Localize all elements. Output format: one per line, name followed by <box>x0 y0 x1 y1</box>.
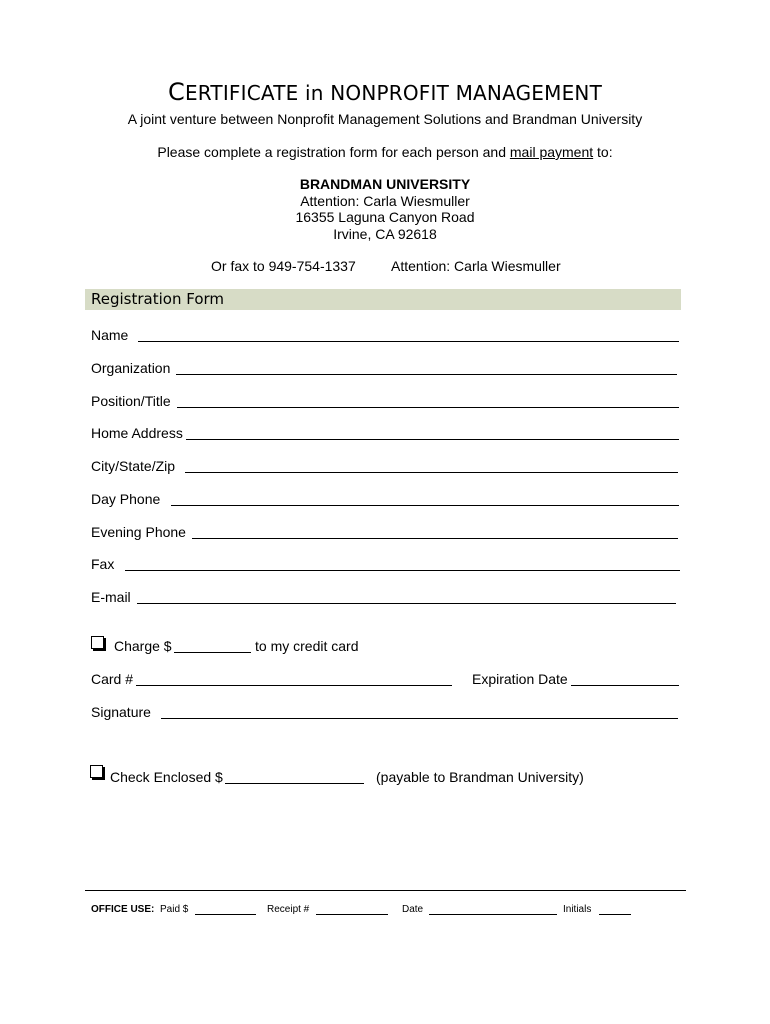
check-checkbox[interactable] <box>90 765 103 778</box>
evening-phone-field[interactable] <box>192 538 678 539</box>
home-address-row <box>91 425 681 445</box>
name-field[interactable] <box>138 341 679 342</box>
city-state-zip-field[interactable] <box>185 472 678 473</box>
check-row <box>110 769 590 789</box>
instruction-prefix: Please complete a registration form for each person and <box>157 144 510 160</box>
instruction-suffix: to: <box>593 144 613 160</box>
signature-field[interactable] <box>161 718 678 719</box>
charge-row <box>114 638 374 658</box>
day-phone-field[interactable] <box>171 505 679 506</box>
receipt-field[interactable] <box>316 914 388 915</box>
organization-field[interactable] <box>176 374 677 375</box>
home-address-field[interactable] <box>186 439 679 440</box>
fax-field[interactable] <box>125 570 680 571</box>
day-phone-row <box>91 491 681 511</box>
expiration-field[interactable] <box>571 685 679 686</box>
evening-phone-label: Evening Phone <box>91 524 186 540</box>
fax-row <box>91 556 683 576</box>
fax-label: Fax <box>91 556 115 572</box>
office-use-row <box>91 904 651 924</box>
card-label: Card # <box>91 671 134 687</box>
organization-label: Organization <box>91 360 171 376</box>
instruction <box>0 144 770 160</box>
receipt-label: Receipt # <box>267 904 310 915</box>
card-row <box>91 671 681 691</box>
page-title <box>0 78 770 106</box>
initials-field[interactable] <box>599 914 631 915</box>
title-initial: C <box>167 78 185 106</box>
initials-label: Initials <box>563 904 592 915</box>
signature-row <box>91 704 681 724</box>
position-label: Position/Title <box>91 393 171 409</box>
name-row <box>91 327 681 347</box>
charge-suffix-label: to my credit card <box>255 638 359 654</box>
check-payable-label: (payable to Brandman University) <box>376 769 584 785</box>
signature-label: Signature <box>91 704 151 720</box>
office-use-label: OFFICE USE: <box>91 904 155 915</box>
address-attention: Attention: Carla Wiesmuller <box>300 193 470 209</box>
address-street: 16355 Laguna Canyon Road <box>295 209 475 225</box>
home-address-label: Home Address <box>91 425 183 441</box>
charge-checkbox[interactable] <box>91 636 104 649</box>
position-row <box>91 393 681 413</box>
city-state-zip-label: City/State/Zip <box>91 458 176 474</box>
day-phone-label: Day Phone <box>91 491 161 507</box>
fax-attention: Attention: Carla Wiesmuller <box>391 258 561 274</box>
card-number-field[interactable] <box>136 685 452 686</box>
address-city: Irvine, CA 92618 <box>333 226 437 242</box>
paid-field[interactable] <box>195 914 256 915</box>
date-field[interactable] <box>429 914 557 915</box>
city-state-zip-row <box>91 458 681 478</box>
section-title: Registration Form <box>91 290 225 308</box>
address-org: BRANDMAN UNIVERSITY <box>299 176 471 192</box>
registration-form-header <box>85 289 681 310</box>
email-field[interactable] <box>137 603 676 604</box>
position-field[interactable] <box>177 407 679 408</box>
evening-phone-row <box>91 524 681 544</box>
check-amount-field[interactable] <box>225 783 364 784</box>
name-label: Name <box>91 327 129 343</box>
paid-label: Paid $ <box>160 904 189 915</box>
email-row <box>91 589 681 609</box>
organization-row <box>91 360 681 380</box>
subtitle: A joint venture between Nonprofit Management Solutions and Brandman University <box>127 111 643 127</box>
charge-amount-field[interactable] <box>174 652 251 653</box>
email-label: E-mail <box>91 589 131 605</box>
mail-payment-link[interactable]: mail payment <box>509 144 594 160</box>
check-label: Check Enclosed $ <box>110 769 223 785</box>
expiration-label: Expiration Date <box>472 671 568 687</box>
charge-label: Charge $ <box>114 638 172 654</box>
office-use-divider <box>85 890 686 891</box>
fax-line: Or fax to 949-754-1337 <box>211 258 356 274</box>
title-rest: ERTIFICATE in NONPROFIT MANAGEMENT <box>184 81 603 105</box>
date-label: Date <box>402 904 424 915</box>
